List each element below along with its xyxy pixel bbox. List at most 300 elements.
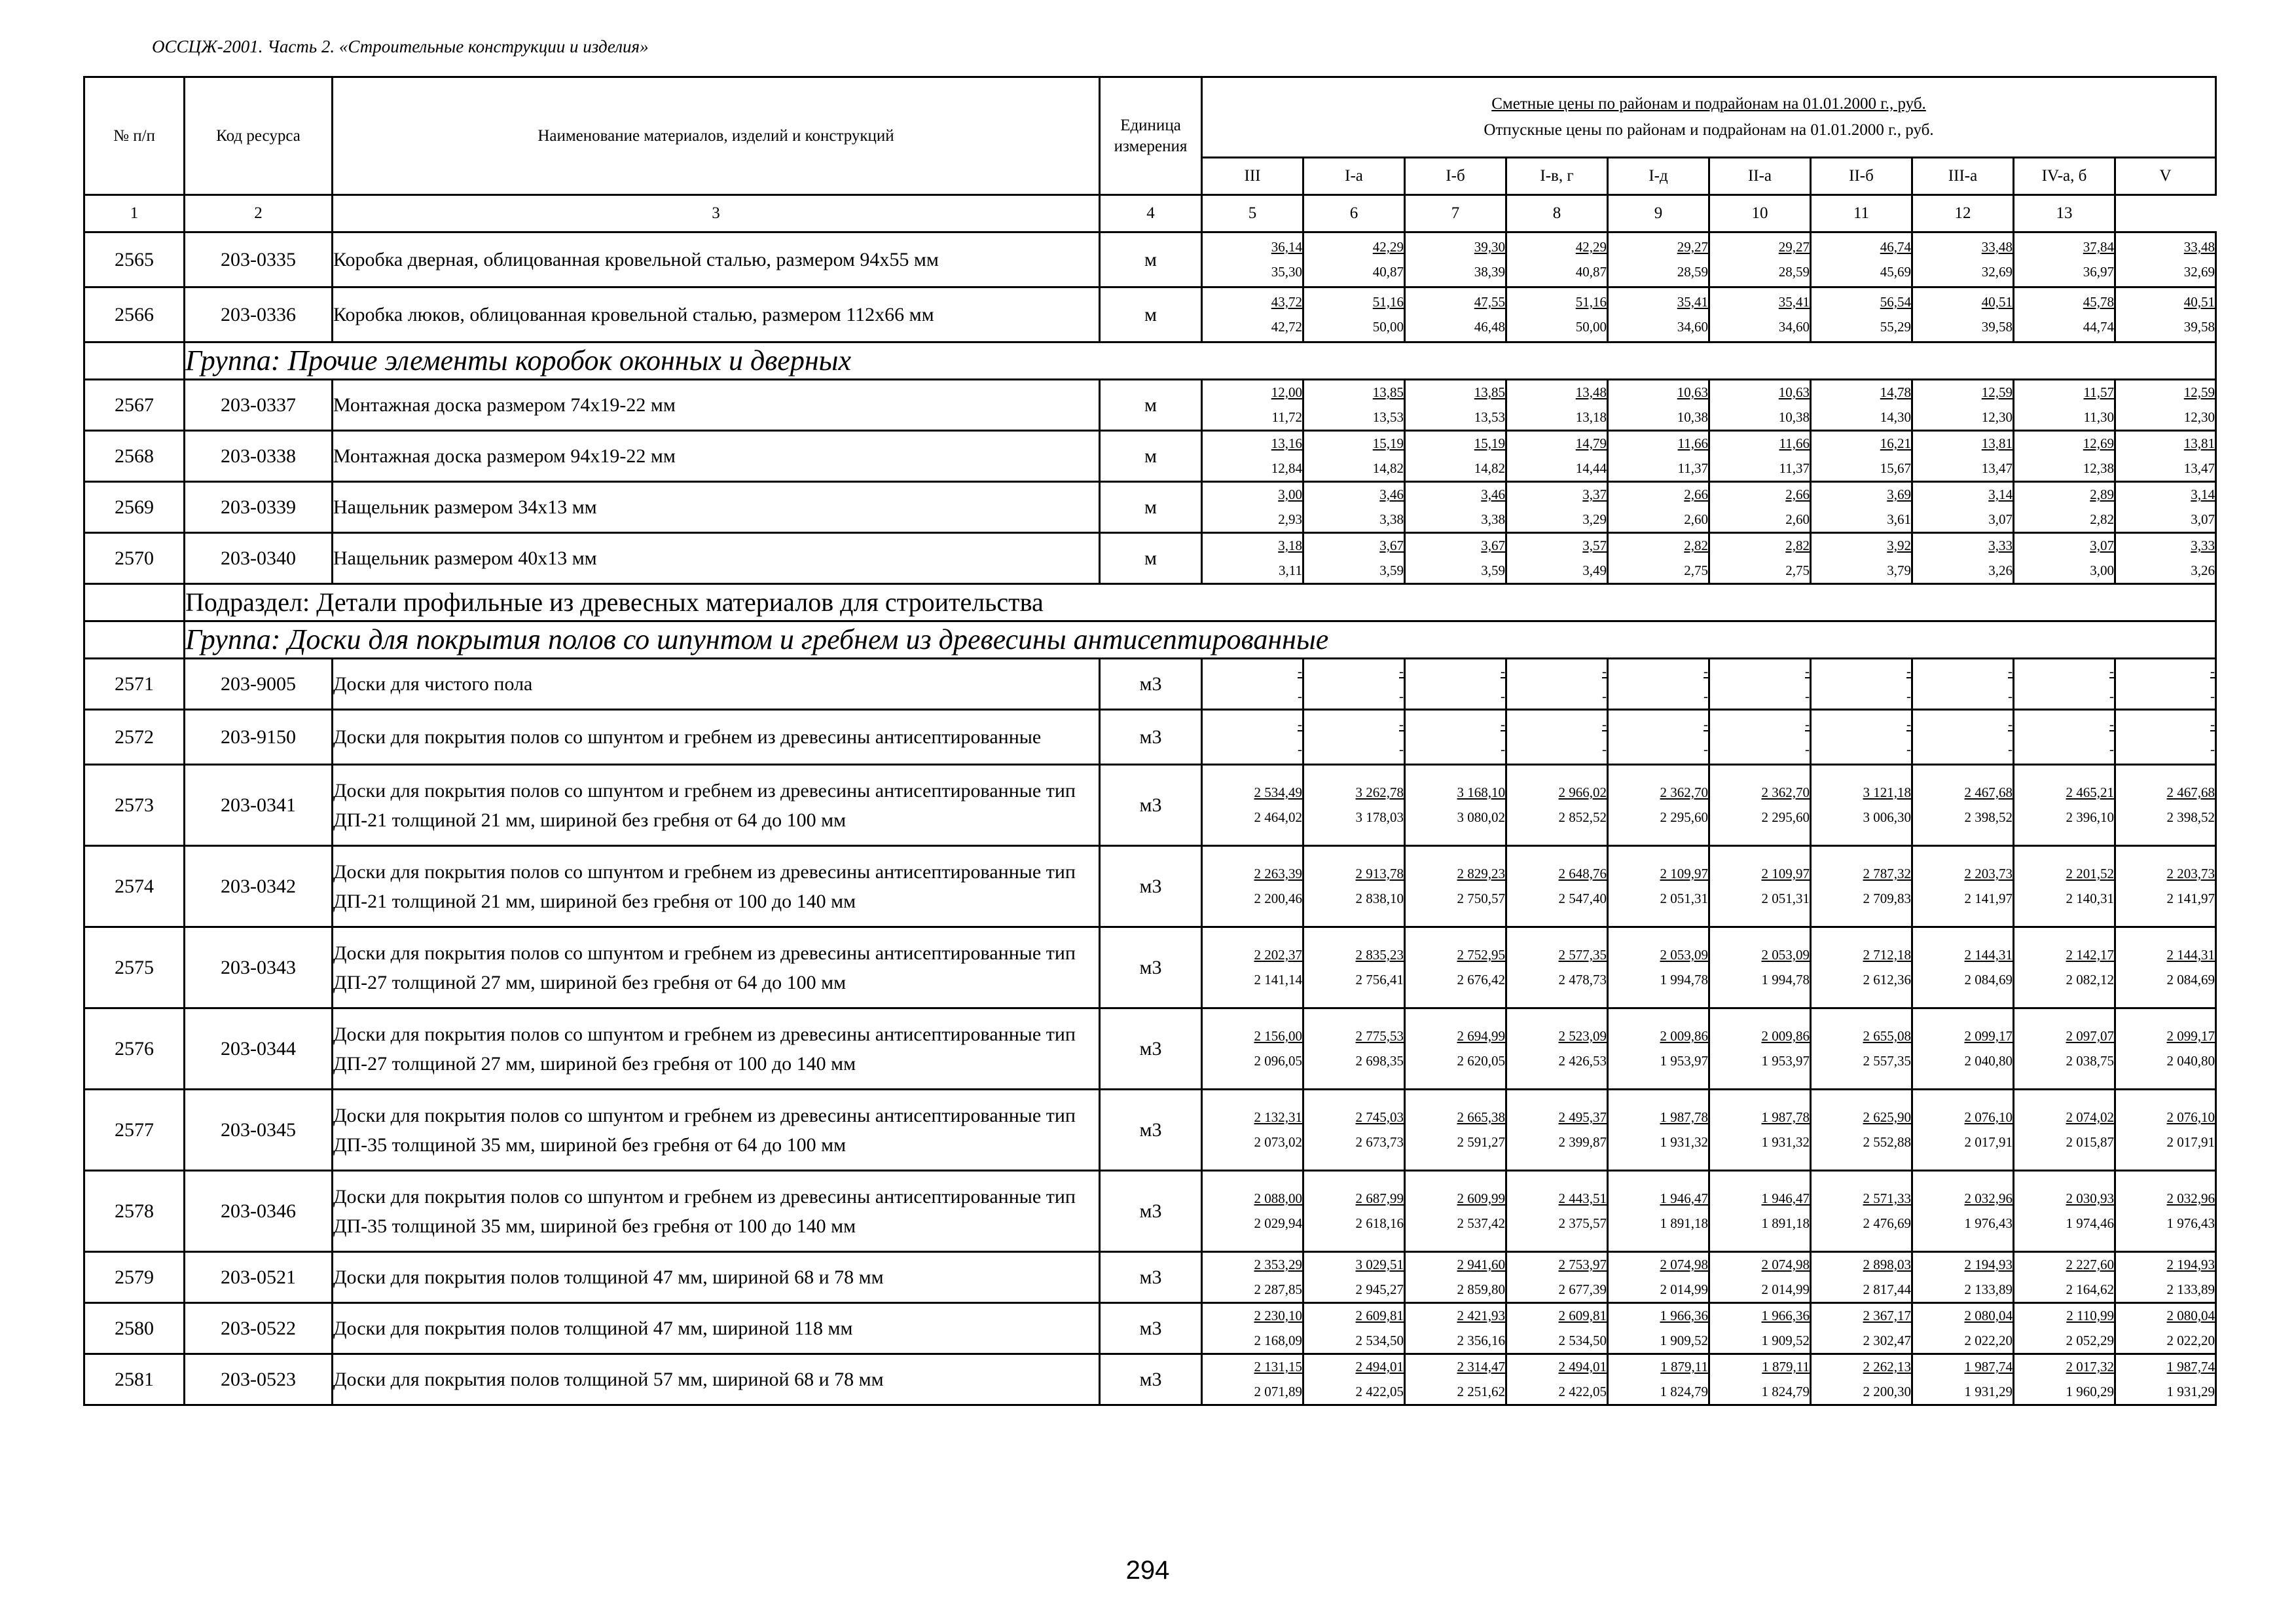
column-number-cell: 2 [185, 195, 333, 232]
release-price: - [1704, 741, 1708, 757]
release-price: 40,87 [1575, 263, 1607, 280]
release-price: - [1501, 741, 1505, 757]
empty-cell [84, 584, 185, 621]
table-row [84, 1354, 2216, 1405]
resource-code: 203-0522 [185, 1303, 333, 1354]
estimate-price: 2 230,10 [1254, 1307, 1302, 1323]
price-cell [1608, 1303, 1709, 1354]
table-row [84, 846, 2216, 927]
estimate-price: 40,51 [1981, 293, 2013, 310]
release-price: 1 931,29 [1964, 1383, 2013, 1399]
group-title: Группа: Доски для покрытия полов со шпунтом и гребнем из древесины антисептированные [185, 621, 2216, 659]
price-cell [1709, 710, 1811, 765]
price-cell [1405, 765, 1506, 846]
unit-of-measure: м3 [1100, 1303, 1202, 1354]
price-cell [1202, 927, 1303, 1008]
release-price: - [2008, 741, 2013, 757]
price-cell [1506, 482, 1608, 533]
price-cell [1405, 846, 1506, 927]
price-cell [1202, 1252, 1303, 1303]
estimate-price: 2 665,38 [1457, 1109, 1505, 1125]
release-price: 2 022,20 [2166, 1332, 2215, 1348]
release-price: 1 931,32 [1660, 1134, 1708, 1150]
release-price: 11,30 [2083, 409, 2114, 425]
price-cell [2115, 765, 2216, 846]
price-cell [1709, 1090, 1811, 1171]
table-row [84, 1090, 2216, 1171]
price-cell [2014, 232, 2115, 287]
estimate-price: 3,37 [1582, 486, 1607, 502]
item-name: Доски для покрытия полов толщиной 57 мм, шириной 68 и 78 мм [333, 1354, 1100, 1405]
price-cell [2115, 287, 2216, 342]
price-cell [1405, 659, 1506, 710]
price-cell [2014, 1354, 2115, 1405]
release-price: 2 709,83 [1863, 890, 1911, 906]
price-cell [2115, 1354, 2216, 1405]
price-cell [2115, 1252, 2216, 1303]
estimate-price: - [2109, 716, 2114, 732]
estimate-price: 2,82 [1684, 537, 1708, 553]
item-name: Доски для покрытия полов со шпунтом и гребнем из древесины антисептированные [333, 710, 1100, 765]
price-cell [1811, 380, 1912, 431]
estimate-price: 2 712,18 [1863, 946, 1911, 963]
price-cell [1506, 1303, 1608, 1354]
release-price: 1 909,52 [1761, 1332, 1810, 1348]
region-header-cell: I-б [1405, 158, 1506, 195]
unit-of-measure: м [1100, 431, 1202, 482]
resource-code: 203-0346 [185, 1171, 333, 1252]
price-cell [1912, 765, 2014, 846]
release-price: 12,30 [1981, 409, 2013, 425]
price-cell [1303, 659, 1405, 710]
price-cell [2014, 1008, 2115, 1090]
empty-cell [84, 621, 185, 659]
estimate-price: 12,69 [2083, 435, 2114, 451]
price-cell [1912, 1171, 2014, 1252]
empty-cell [84, 342, 185, 380]
estimate-price: 2 941,60 [1457, 1256, 1505, 1272]
estimate-price: 1 987,74 [1964, 1358, 2013, 1375]
estimate-price: 2 745,03 [1355, 1109, 1404, 1125]
price-cell [1608, 710, 1709, 765]
estimate-price: 2 009,86 [1761, 1027, 1810, 1044]
price-cell [1709, 482, 1811, 533]
column-number-cell: 10 [1709, 195, 1811, 232]
price-cell [1405, 1252, 1506, 1303]
unit-of-measure: м3 [1100, 846, 1202, 927]
column-number-cell: 5 [1202, 195, 1303, 232]
release-price: 2,75 [1785, 562, 1810, 578]
estimate-price: 2 752,95 [1457, 946, 1505, 963]
price-cell [1811, 431, 1912, 482]
region-header-cell: IV-а, б [2014, 158, 2115, 195]
table-row [84, 1008, 2216, 1090]
release-price: 42,72 [1271, 318, 1302, 335]
estimate-price: 39,30 [1474, 238, 1505, 255]
estimate-price: 3,67 [1379, 537, 1404, 553]
release-price: 1 976,43 [1964, 1215, 2013, 1231]
estimate-price: 2 009,86 [1660, 1027, 1708, 1044]
release-price: 2 676,42 [1457, 971, 1505, 987]
estimate-price: 2 655,08 [1863, 1027, 1911, 1044]
resource-code: 203-0336 [185, 287, 333, 342]
price-cell [1608, 1354, 1709, 1405]
unit-of-measure: м3 [1100, 1008, 1202, 1090]
price-cell [1608, 1008, 1709, 1090]
price-cell [1303, 1171, 1405, 1252]
price-cell [1912, 431, 2014, 482]
estimate-price: 2 194,93 [2166, 1256, 2215, 1272]
price-cell [1709, 431, 1811, 482]
estimate-price: 2 076,10 [1964, 1109, 2013, 1125]
release-price: 2 396,10 [2066, 809, 2114, 825]
price-cell [2014, 1171, 2115, 1252]
row-number: 2573 [84, 765, 185, 846]
release-price: 2 698,35 [1355, 1052, 1404, 1069]
release-price: 2 015,87 [2066, 1134, 2114, 1150]
estimate-price: 15,19 [1372, 435, 1404, 451]
estimate-price: 2 144,31 [2166, 946, 2215, 963]
price-cell [2014, 710, 2115, 765]
estimate-price: - [1399, 663, 1404, 679]
price-cell [2014, 482, 2115, 533]
price-cell [1811, 232, 1912, 287]
price-table [83, 76, 2217, 1406]
item-name: Нащельник размером 34х13 мм [333, 482, 1100, 533]
header-prices [1202, 77, 2216, 158]
price-cell [1506, 380, 1608, 431]
price-cell [1202, 1008, 1303, 1090]
price-cell [1811, 1171, 1912, 1252]
release-price: 2 852,52 [1558, 809, 1607, 825]
price-cell [1303, 1252, 1405, 1303]
column-number-cell: 3 [333, 195, 1100, 232]
unit-of-measure: м3 [1100, 1171, 1202, 1252]
price-cell [2014, 659, 2115, 710]
estimate-price: 51,16 [1372, 293, 1404, 310]
estimate-price: 3 262,78 [1355, 784, 1404, 800]
price-cell [1202, 533, 1303, 584]
estimate-price: 12,59 [2183, 384, 2215, 400]
price-cell [1608, 1090, 1709, 1171]
item-name: Коробка люков, облицованная кровельной сталью, размером 112х66 мм [333, 287, 1100, 342]
estimate-price: 3 168,10 [1457, 784, 1505, 800]
price-cell [1912, 1090, 2014, 1171]
price-cell [1405, 232, 1506, 287]
price-cell [1608, 287, 1709, 342]
estimate-price: 2 099,17 [1964, 1027, 2013, 1044]
price-cell [1202, 1354, 1303, 1405]
estimate-price: 3,33 [2191, 537, 2215, 553]
release-price: 2 620,05 [1457, 1052, 1505, 1069]
column-number-cell: 9 [1608, 195, 1709, 232]
price-cell [1811, 659, 1912, 710]
release-price: 38,39 [1474, 263, 1505, 280]
price-cell [1811, 533, 1912, 584]
column-number-cell: 13 [2014, 195, 2115, 232]
release-price: 44,74 [2083, 318, 2114, 335]
row-number: 2581 [84, 1354, 185, 1405]
price-cell [1405, 431, 1506, 482]
price-cell [1912, 287, 2014, 342]
resource-code: 203-0338 [185, 431, 333, 482]
resource-code: 203-0337 [185, 380, 333, 431]
price-cell [1303, 1303, 1405, 1354]
price-cell [1405, 533, 1506, 584]
release-price: 3,38 [1481, 511, 1505, 527]
estimate-price: 2 080,04 [2166, 1307, 2215, 1323]
release-price: 3,11 [1279, 562, 1302, 578]
region-header-cell: II-а [1709, 158, 1811, 195]
item-name: Коробка дверная, облицованная кровельной сталью, размером 94х55 мм [333, 232, 1100, 287]
release-price: 2 096,05 [1254, 1052, 1302, 1069]
release-price: 50,00 [1372, 318, 1404, 335]
header-release-prices: Отпускные цены по районам и подрайонам на 01.01.2000 г., руб. [1484, 121, 1934, 139]
release-price: 3,07 [1988, 511, 2013, 527]
price-cell [1709, 380, 1811, 431]
estimate-price: 2 097,07 [2066, 1027, 2114, 1044]
estimate-price: 1 946,47 [1660, 1190, 1708, 1206]
estimate-price: - [1805, 663, 1810, 679]
estimate-price: 2 030,93 [2066, 1190, 2114, 1206]
estimate-price: 51,16 [1575, 293, 1607, 310]
row-number: 2565 [84, 232, 185, 287]
estimate-price: 33,48 [2183, 238, 2215, 255]
price-cell [1405, 710, 1506, 765]
release-price: 2 141,97 [2166, 890, 2215, 906]
resource-code: 203-0339 [185, 482, 333, 533]
table-row [84, 1303, 2216, 1354]
price-cell [1608, 927, 1709, 1008]
estimate-price: 2,82 [1785, 537, 1810, 553]
release-price: 2 164,62 [2066, 1281, 2114, 1297]
estimate-price: 46,74 [1880, 238, 1911, 255]
unit-of-measure: м3 [1100, 765, 1202, 846]
region-header-cell: II-б [1811, 158, 1912, 195]
release-price: 2 073,02 [1254, 1134, 1302, 1150]
release-price: 2 038,75 [2066, 1052, 2114, 1069]
release-price: - [2109, 741, 2114, 757]
estimate-price: 2 467,68 [1964, 784, 2013, 800]
item-name: Доски для покрытия полов толщиной 47 мм, шириной 118 мм [333, 1303, 1100, 1354]
row-number: 2566 [84, 287, 185, 342]
estimate-price: 2 017,32 [2066, 1358, 2114, 1375]
price-cell [1202, 232, 1303, 287]
release-price: 2 071,89 [1254, 1383, 1302, 1399]
price-cell [1202, 659, 1303, 710]
price-cell [1202, 431, 1303, 482]
release-price: 13,53 [1372, 409, 1404, 425]
release-price: - [2210, 741, 2215, 757]
estimate-price: 13,16 [1271, 435, 1302, 451]
column-number-cell: 7 [1405, 195, 1506, 232]
price-cell [1506, 1008, 1608, 1090]
release-price: 11,72 [1271, 409, 1302, 425]
estimate-price: 2 443,51 [1558, 1190, 1607, 1206]
release-price: 2 141,97 [1964, 890, 2013, 906]
release-price: 13,47 [1981, 460, 2013, 476]
estimate-price: 13,48 [1575, 384, 1607, 400]
group-title: Группа: Прочие элементы коробок оконных и дверных [185, 342, 2216, 380]
estimate-price: 2 694,99 [1457, 1027, 1505, 1044]
price-cell [1506, 1171, 1608, 1252]
release-price: 2 478,73 [1558, 971, 1607, 987]
release-price: 1 909,52 [1660, 1332, 1708, 1348]
price-cell [1506, 287, 1608, 342]
release-price: 2 133,89 [2166, 1281, 2215, 1297]
release-price: 2,60 [1684, 511, 1708, 527]
estimate-price: - [1298, 663, 1302, 679]
estimate-price: 1 966,36 [1660, 1307, 1708, 1323]
price-cell [1506, 431, 1608, 482]
estimate-price: 2 074,98 [1761, 1256, 1810, 1272]
price-cell [1202, 1303, 1303, 1354]
price-cell [1303, 927, 1405, 1008]
unit-of-measure: м3 [1100, 927, 1202, 1008]
price-cell [1303, 1354, 1405, 1405]
region-header-cell: III [1202, 158, 1303, 195]
estimate-price: - [1298, 716, 1302, 732]
price-cell [2014, 1090, 2115, 1171]
price-cell [1709, 1171, 1811, 1252]
estimate-price: 2 203,73 [2166, 865, 2215, 881]
release-price: - [2210, 688, 2215, 704]
estimate-price: 2 053,09 [1761, 946, 1810, 963]
price-cell [1303, 533, 1405, 584]
release-price: 14,82 [1372, 460, 1404, 476]
estimate-price: 2 109,97 [1660, 865, 1708, 881]
price-cell [1405, 927, 1506, 1008]
estimate-price: 13,85 [1474, 384, 1505, 400]
item-name: Доски для покрытия полов толщиной 47 мм, шириной 68 и 78 мм [333, 1252, 1100, 1303]
release-price: 2 750,57 [1457, 890, 1505, 906]
release-price: 2 677,39 [1558, 1281, 1607, 1297]
estimate-price: 2 132,31 [1254, 1109, 1302, 1125]
subsection-row [84, 584, 2216, 621]
price-cell [1202, 710, 1303, 765]
release-price: 1 931,32 [1761, 1134, 1810, 1150]
region-header-cell: I-д [1608, 158, 1709, 195]
release-price: 2 051,31 [1660, 890, 1708, 906]
estimate-price: 2 088,00 [1254, 1190, 1302, 1206]
release-price: 35,30 [1271, 263, 1302, 280]
row-number: 2580 [84, 1303, 185, 1354]
estimate-price: 2 099,17 [2166, 1027, 2215, 1044]
estimate-price: 2 898,03 [1863, 1256, 1911, 1272]
estimate-price: 2 494,01 [1355, 1358, 1404, 1375]
price-cell [1405, 1008, 1506, 1090]
estimate-price: 2 142,17 [2066, 946, 2114, 963]
estimate-price: 1 987,74 [2166, 1358, 2215, 1375]
estimate-price: 3,69 [1887, 486, 1911, 502]
group-row [84, 621, 2216, 659]
release-price: 13,47 [2183, 460, 2215, 476]
release-price: 2 591,27 [1457, 1134, 1505, 1150]
price-cell [1506, 1354, 1608, 1405]
row-number: 2574 [84, 846, 185, 927]
table-header [84, 77, 2216, 232]
release-price: 3,38 [1379, 511, 1404, 527]
release-price: - [1906, 688, 1911, 704]
estimate-price: 2 609,99 [1457, 1190, 1505, 1206]
estimate-price: - [1805, 716, 1810, 732]
release-price: - [1602, 688, 1607, 704]
price-cell [2115, 431, 2216, 482]
column-number-cell: 11 [1811, 195, 1912, 232]
estimate-price: 16,21 [1880, 435, 1911, 451]
release-price: 2 200,46 [1254, 890, 1302, 906]
release-price: 3,61 [1887, 511, 1911, 527]
release-price: 3,00 [2090, 562, 2114, 578]
release-price: - [1704, 688, 1708, 704]
estimate-price: - [1399, 716, 1404, 732]
table-row [84, 659, 2216, 710]
item-name: Нащельник размером 40х13 мм [333, 533, 1100, 584]
row-number: 2578 [84, 1171, 185, 1252]
price-cell [1303, 765, 1405, 846]
price-cell [1202, 380, 1303, 431]
price-cell [1811, 1252, 1912, 1303]
release-price: 2 168,09 [1254, 1332, 1302, 1348]
estimate-price: - [1602, 663, 1607, 679]
resource-code: 203-0335 [185, 232, 333, 287]
estimate-price: - [1704, 663, 1708, 679]
estimate-price: - [2210, 663, 2215, 679]
estimate-price: 14,78 [1880, 384, 1911, 400]
estimate-price: 2 571,33 [1863, 1190, 1911, 1206]
price-cell [1608, 232, 1709, 287]
estimate-price: 2 753,97 [1558, 1256, 1607, 1272]
price-cell [2115, 710, 2216, 765]
estimate-price: 2 144,31 [1964, 946, 2013, 963]
estimate-price: 3 121,18 [1863, 784, 1911, 800]
release-price: 2,60 [1785, 511, 1810, 527]
resource-code: 203-0342 [185, 846, 333, 927]
release-price: 1 891,18 [1660, 1215, 1708, 1231]
release-price: 2 133,89 [1964, 1281, 2013, 1297]
header-estimate-prices: Сметные цены по районам и подрайонам на 01.01.2000 г., руб. [1491, 95, 1926, 113]
release-price: - [1805, 741, 1810, 757]
price-cell [1506, 659, 1608, 710]
estimate-price: 2 362,70 [1761, 784, 1810, 800]
release-price: 50,00 [1575, 318, 1607, 335]
estimate-price: 2 156,00 [1254, 1027, 1302, 1044]
price-cell [1912, 846, 2014, 927]
estimate-price: 3,46 [1379, 486, 1404, 502]
estimate-price: 2 775,53 [1355, 1027, 1404, 1044]
price-cell [1912, 710, 2014, 765]
estimate-price: 3,33 [1988, 537, 2013, 553]
release-price: 1 891,18 [1761, 1215, 1810, 1231]
estimate-price: 11,66 [1779, 435, 1810, 451]
table-body [84, 232, 2216, 1405]
estimate-price: 2 494,01 [1558, 1358, 1607, 1375]
release-price: - [1298, 688, 1302, 704]
unit-of-measure: м3 [1100, 659, 1202, 710]
release-price: 12,38 [2083, 460, 2114, 476]
estimate-price: 12,00 [1271, 384, 1302, 400]
release-price: 13,53 [1474, 409, 1505, 425]
price-cell [1709, 659, 1811, 710]
release-price: 3,79 [1887, 562, 1911, 578]
unit-of-measure: м3 [1100, 1090, 1202, 1171]
release-price: 13,18 [1575, 409, 1607, 425]
estimate-price: 1 966,36 [1761, 1307, 1810, 1323]
price-cell [1405, 482, 1506, 533]
price-cell [1506, 232, 1608, 287]
price-cell [1303, 380, 1405, 431]
price-cell [2014, 846, 2115, 927]
